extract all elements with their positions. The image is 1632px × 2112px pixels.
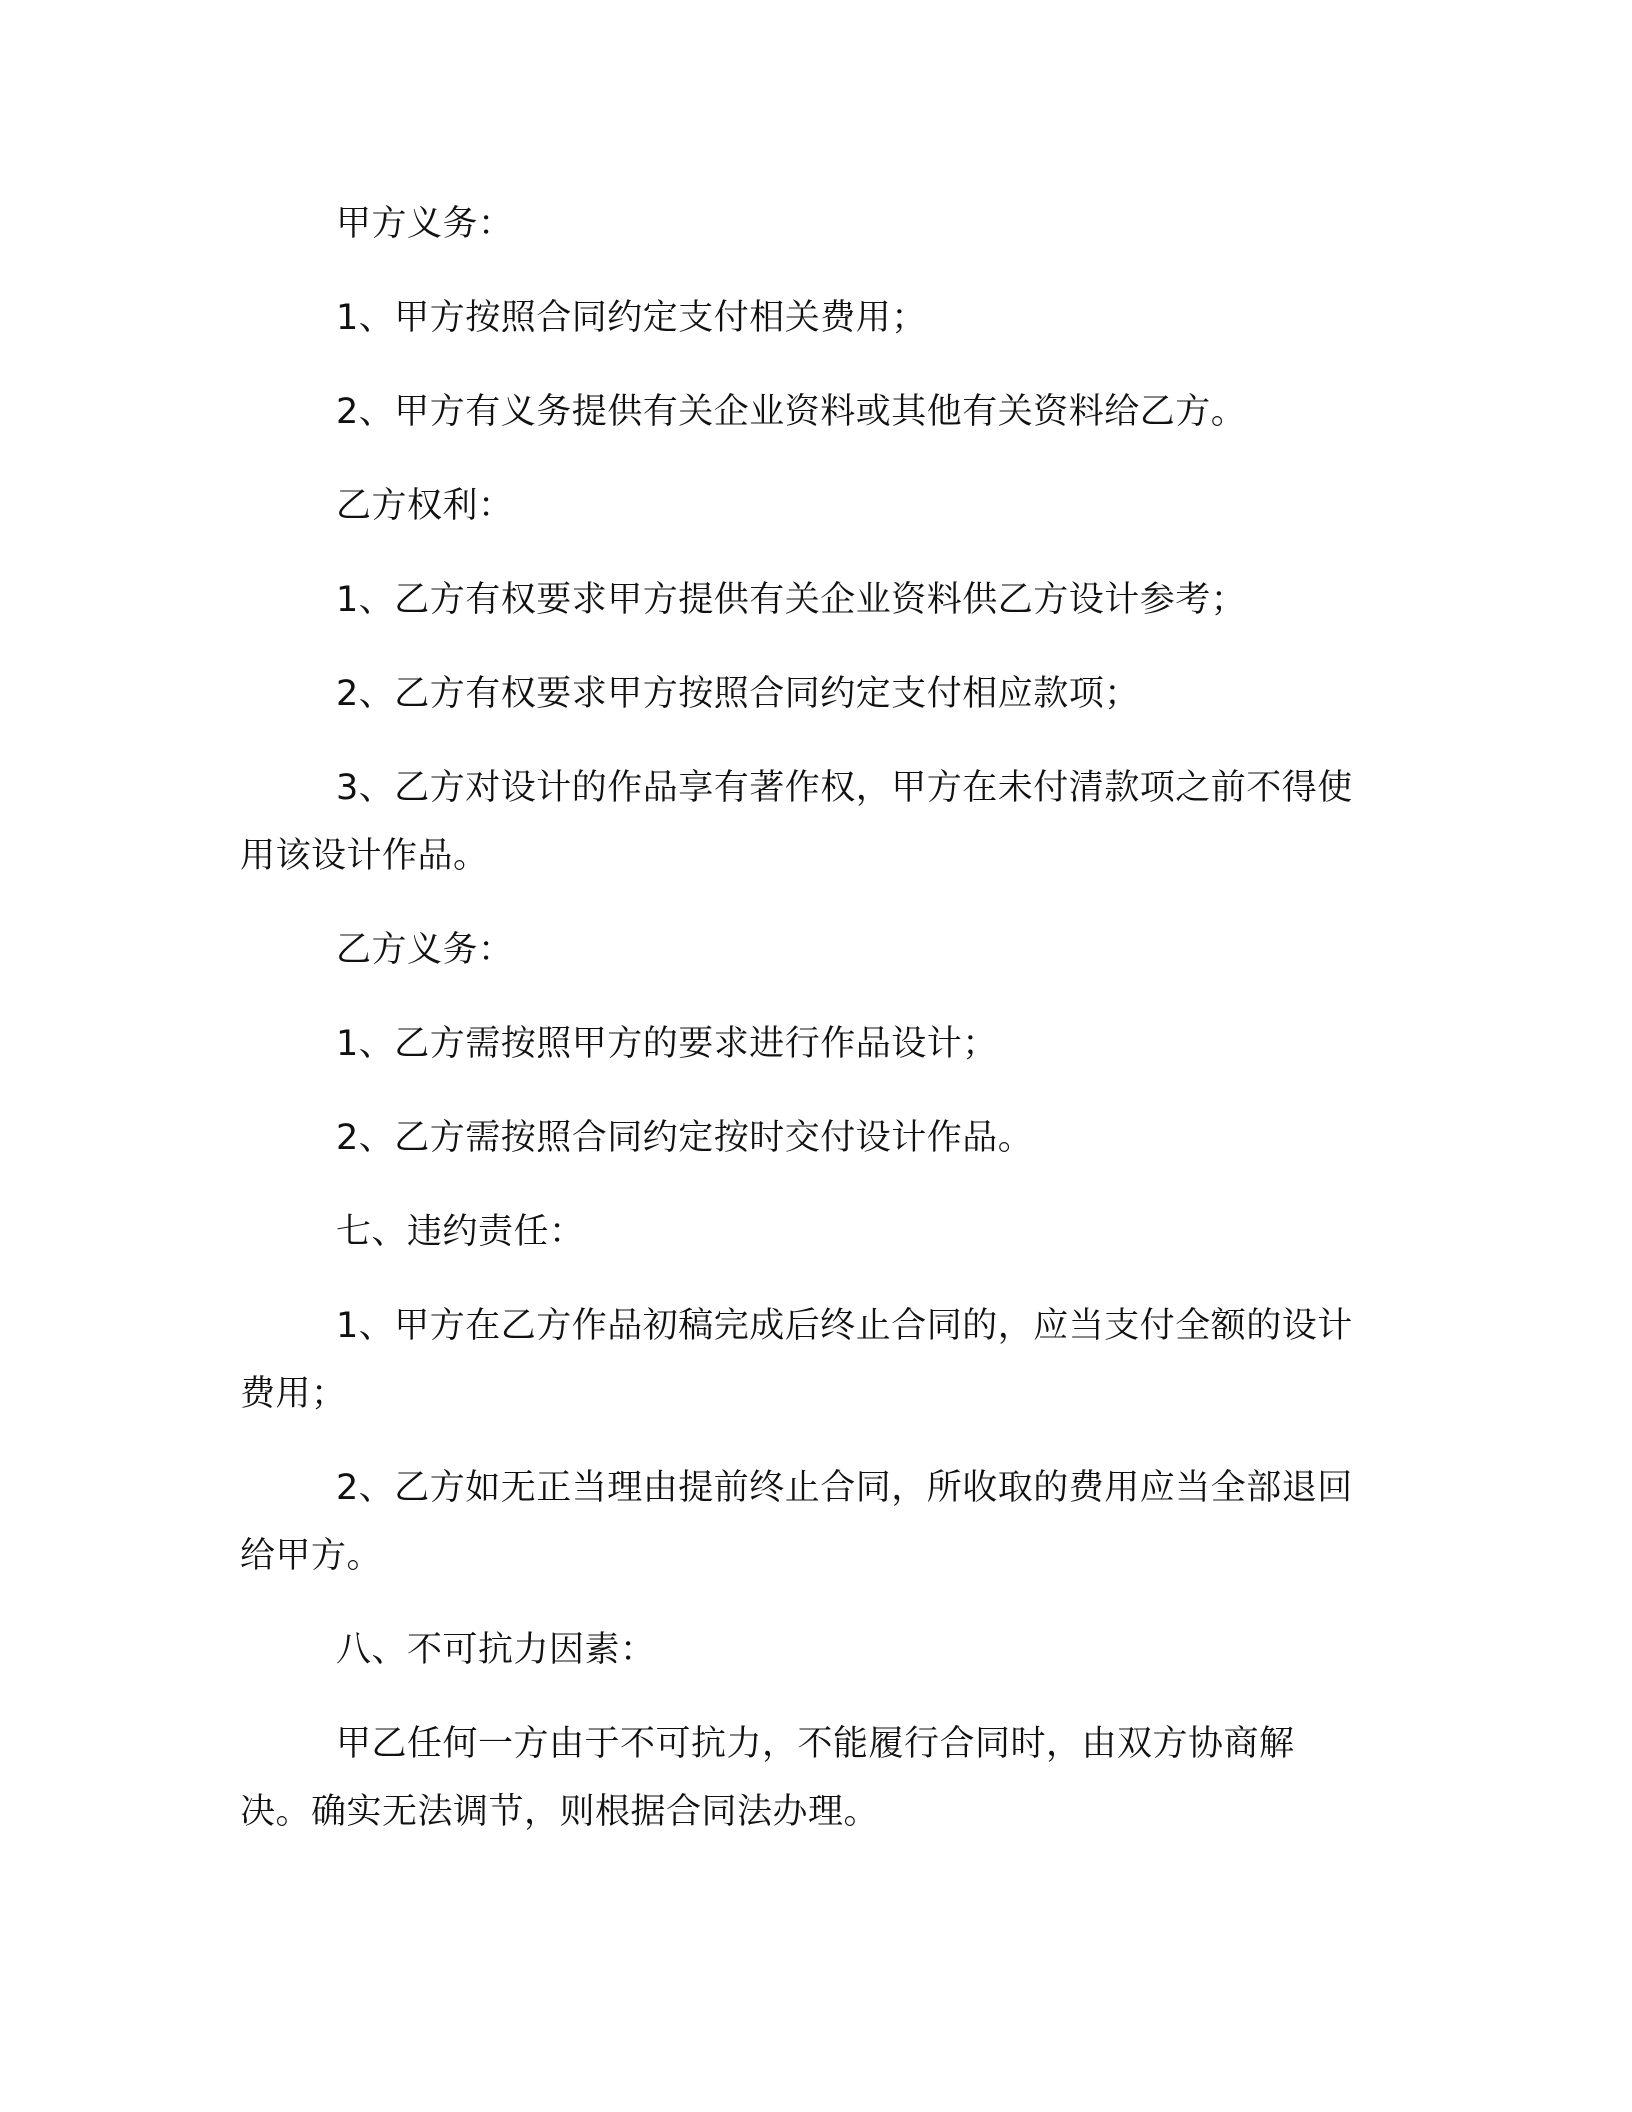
- section-heading-breach-liability: 七、违约责任：: [336, 1212, 585, 1252]
- paragraph: 2、乙方需按照合同约定按时交付设计作品。: [336, 1118, 1034, 1158]
- document-body: [240, 190, 1360, 1872]
- paragraph: 1、乙方需按照甲方的要求进行作品设计；: [336, 1024, 998, 1064]
- section-heading-force-majeure: 八、不可抗力因素：: [336, 1630, 656, 1670]
- paragraph: 1、甲方按照合同约定支付相关费用；: [336, 298, 927, 338]
- paragraph: 1、乙方有权要求甲方提供有关企业资料供乙方设计参考；: [336, 580, 1247, 620]
- paragraph: 2、乙方有权要求甲方按照合同约定支付相应款项；: [336, 674, 1140, 714]
- paragraph: 2、乙方如无正当理由提前终止合同，所收取的费用应当全部退回给甲方。: [240, 1468, 1353, 1576]
- paragraph: 1、甲方在乙方作品初稿完成后终止合同的，应当支付全额的设计费用；: [240, 1306, 1353, 1414]
- section-heading-party-b-obligations: 乙方义务：: [336, 930, 514, 970]
- paragraph: 2、甲方有义务提供有关企业资料或其他有关资料给乙方。: [336, 392, 1247, 432]
- section-heading-party-b-rights: 乙方权利：: [336, 486, 514, 526]
- section-heading-party-a-obligations: 甲方义务：: [336, 204, 514, 244]
- paragraph: 甲乙任何一方由于不可抗力，不能履行合同时，由双方协商解决。确实无法调节，则根据合同法办理。: [240, 1724, 1295, 1832]
- paragraph: 3、乙方对设计的作品享有著作权，甲方在未付清款项之前不得使用该设计作品。: [240, 768, 1353, 876]
